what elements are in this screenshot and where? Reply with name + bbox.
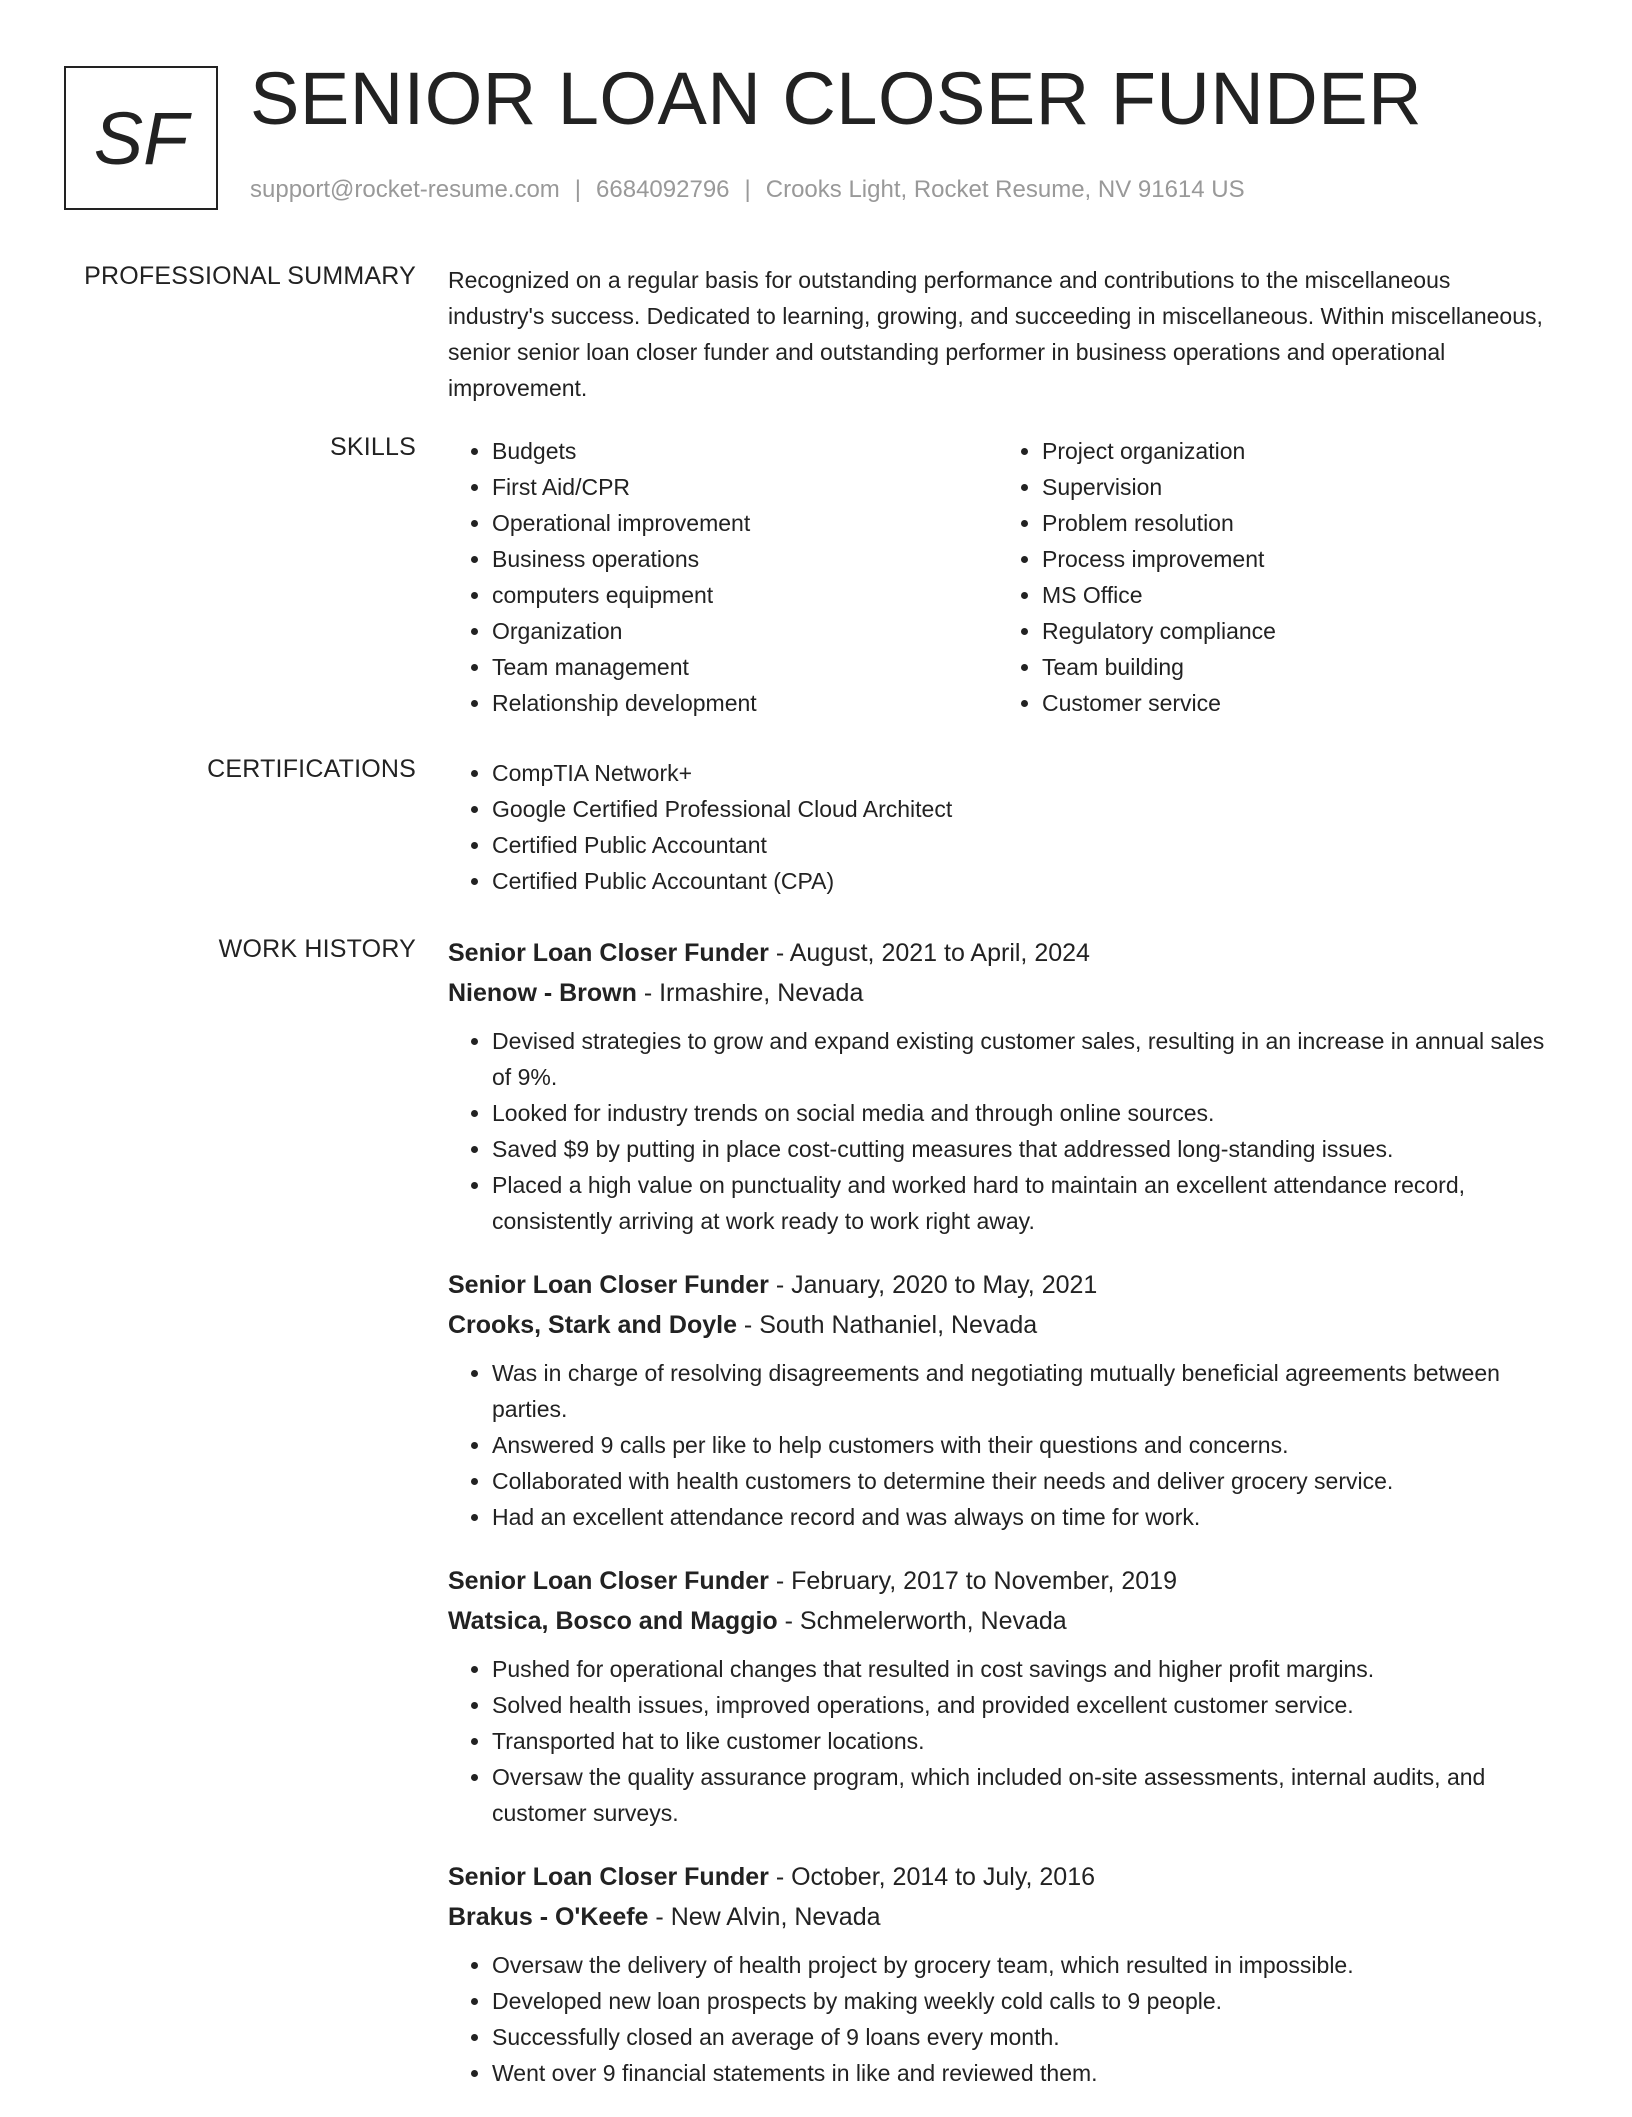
- job-bullet: • Successfully closed an average of 9 loans every month.: [492, 2019, 1568, 2055]
- skills-list-left: [448, 433, 998, 721]
- job-role-line: [448, 1857, 1568, 1897]
- dash-separator: -: [768, 1863, 792, 1891]
- skill-item: • Process improvement: [1042, 541, 1548, 577]
- job-company: Watsica, Bosco and Maggio: [448, 1607, 778, 1635]
- job-bullet: • Collaborated with health customers to determine their needs and deliver grocery service.: [492, 1463, 1568, 1499]
- dash-separator: -: [777, 1607, 800, 1635]
- job-company: Nienow - Brown: [448, 979, 637, 1007]
- skill-item: • Budgets: [492, 433, 998, 469]
- job-location: Irmashire, Nevada: [659, 979, 864, 1007]
- section-title-certifications: CERTIFICATIONS: [207, 755, 416, 783]
- job-company-line: [448, 1897, 1568, 1937]
- job-role: Senior Loan Closer Funder: [448, 1271, 769, 1299]
- contact-separator: |: [574, 176, 582, 203]
- job-role-line: [448, 933, 1568, 973]
- contact-separator: |: [744, 176, 751, 203]
- job-role: Senior Loan Closer Funder: [448, 1863, 769, 1891]
- certification-item: • Google Certified Professional Cloud Architect: [492, 791, 1568, 827]
- dash-separator: -: [768, 1567, 792, 1595]
- skill-item: • MS Office: [1042, 577, 1548, 613]
- contact-line: [250, 176, 1245, 204]
- skill-item: • Relationship development: [492, 685, 998, 721]
- job-bullet: • Saved $9 by putting in place cost-cutting measures that addressed long-standing issues.: [492, 1131, 1568, 1167]
- work-history-body: [448, 933, 1568, 2117]
- job-dates: October, 2014 to July, 2016: [791, 1863, 1095, 1891]
- job-bullet: • Looked for industry trends on social media and through online sources.: [492, 1095, 1568, 1131]
- section-title-summary: PROFESSIONAL SUMMARY: [84, 262, 416, 290]
- job-location: South Nathaniel, Nevada: [759, 1311, 1038, 1339]
- dash-separator: -: [768, 939, 790, 967]
- certifications-body: [448, 755, 1568, 899]
- certification-item: • Certified Public Accountant (CPA): [492, 863, 1568, 899]
- job-dates: January, 2020 to May, 2021: [791, 1271, 1098, 1299]
- job-bullet: • Devised strategies to grow and expand existing customer sales, resulting in an increase in annual sales of 9%.: [492, 1023, 1568, 1095]
- monogram-logo: SF: [64, 66, 218, 210]
- job-dates: February, 2017 to November, 2019: [791, 1567, 1177, 1595]
- job-bullets: [448, 1651, 1568, 1831]
- job-bullets: [448, 1355, 1568, 1535]
- section-title-skills: SKILLS: [330, 433, 416, 461]
- skill-item: • Problem resolution: [1042, 505, 1548, 541]
- job-company-line: [448, 1305, 1568, 1345]
- job-bullet: • Answered 9 calls per like to help customers with their questions and concerns.: [492, 1427, 1568, 1463]
- section-title-work-history: WORK HISTORY: [218, 935, 416, 963]
- certification-item: • CompTIA Network+: [492, 755, 1568, 791]
- skill-item: • Customer service: [1042, 685, 1548, 721]
- certification-item: • Certified Public Accountant: [492, 827, 1568, 863]
- skill-item: • Team management: [492, 649, 998, 685]
- job-entry: [448, 1561, 1568, 1831]
- skill-item: • Project organization: [1042, 433, 1548, 469]
- skills-list-right: [998, 433, 1548, 721]
- job-company-line: [448, 1601, 1568, 1641]
- job-entry: [448, 1265, 1568, 1535]
- job-location: New Alvin, Nevada: [670, 1903, 881, 1931]
- job-bullet: • Developed new loan prospects by making weekly cold calls to 9 people.: [492, 1983, 1568, 2019]
- job-dates: August, 2021 to April, 2024: [789, 939, 1090, 967]
- resume-header: [64, 57, 1564, 216]
- skill-item: • Team building: [1042, 649, 1548, 685]
- job-entry: [448, 933, 1568, 1239]
- job-bullet: • Was in charge of resolving disagreements and negotiating mutually beneficial agreements between parties.: [492, 1355, 1568, 1427]
- job-location: Schmelerworth, Nevada: [799, 1607, 1067, 1635]
- certifications-list: [448, 755, 1568, 899]
- job-company-line: [448, 973, 1568, 1013]
- skills-body: [448, 433, 1568, 721]
- job-bullet: • Transported hat to like customer locations.: [492, 1723, 1568, 1759]
- job-bullet: • Placed a high value on punctuality and worked hard to maintain an excellent attendance record, consistently arriving at work ready to work right away.: [492, 1167, 1568, 1239]
- job-bullet: • Solved health issues, improved operations, and provided excellent customer service.: [492, 1687, 1568, 1723]
- skill-item: • Operational improvement: [492, 505, 998, 541]
- skill-item: • computers equipment: [492, 577, 998, 613]
- skill-item: • Regulatory compliance: [1042, 613, 1548, 649]
- dash-separator: -: [636, 979, 660, 1007]
- phone-text: 6684092796: [596, 176, 730, 203]
- job-bullets: [448, 1947, 1568, 2091]
- skill-item: • First Aid/CPR: [492, 469, 998, 505]
- job-role-line: [448, 1561, 1568, 1601]
- skill-item: • Business operations: [492, 541, 998, 577]
- email-text: support@rocket-resume.com: [250, 176, 560, 203]
- job-bullet: • Pushed for operational changes that resulted in cost savings and higher profit margins.: [492, 1651, 1568, 1687]
- job-bullet: • Went over 9 financial statements in like and reviewed them.: [492, 2055, 1568, 2091]
- dash-separator: -: [736, 1311, 760, 1339]
- dash-separator: -: [768, 1271, 792, 1299]
- dash-separator: -: [648, 1903, 671, 1931]
- job-role: Senior Loan Closer Funder: [448, 1567, 769, 1595]
- address-text: Crooks Light, Rocket Resume, NV 91614 US: [765, 176, 1245, 203]
- job-company: Brakus - O'Keefe: [448, 1903, 649, 1931]
- job-entry: [448, 1857, 1568, 2091]
- job-bullet: • Oversaw the quality assurance program, which included on-site assessments, internal audits, and customer surveys.: [492, 1759, 1568, 1831]
- job-bullet: • Oversaw the delivery of health project by grocery team, which resulted in impossible.: [492, 1947, 1568, 1983]
- skill-item: • Organization: [492, 613, 998, 649]
- job-company: Crooks, Stark and Doyle: [448, 1311, 737, 1339]
- summary-text: Recognized on a regular basis for outstanding performance and contributions to the miscellaneous industry's success. Dedicated to learning, growing, and succeeding in miscellaneous. Within miscellaneous, senior senior loan closer funder and outstanding performer in business operations and operational improvement.: [448, 267, 1543, 401]
- job-bullet: • Had an excellent attendance record and was always on time for work.: [492, 1499, 1568, 1535]
- job-role-line: [448, 1265, 1568, 1305]
- job-role: Senior Loan Closer Funder: [448, 939, 769, 967]
- skill-item: • Supervision: [1042, 469, 1548, 505]
- resume-title: SENIOR LOAN CLOSER FUNDER: [250, 57, 1423, 140]
- job-bullets: [448, 1023, 1568, 1239]
